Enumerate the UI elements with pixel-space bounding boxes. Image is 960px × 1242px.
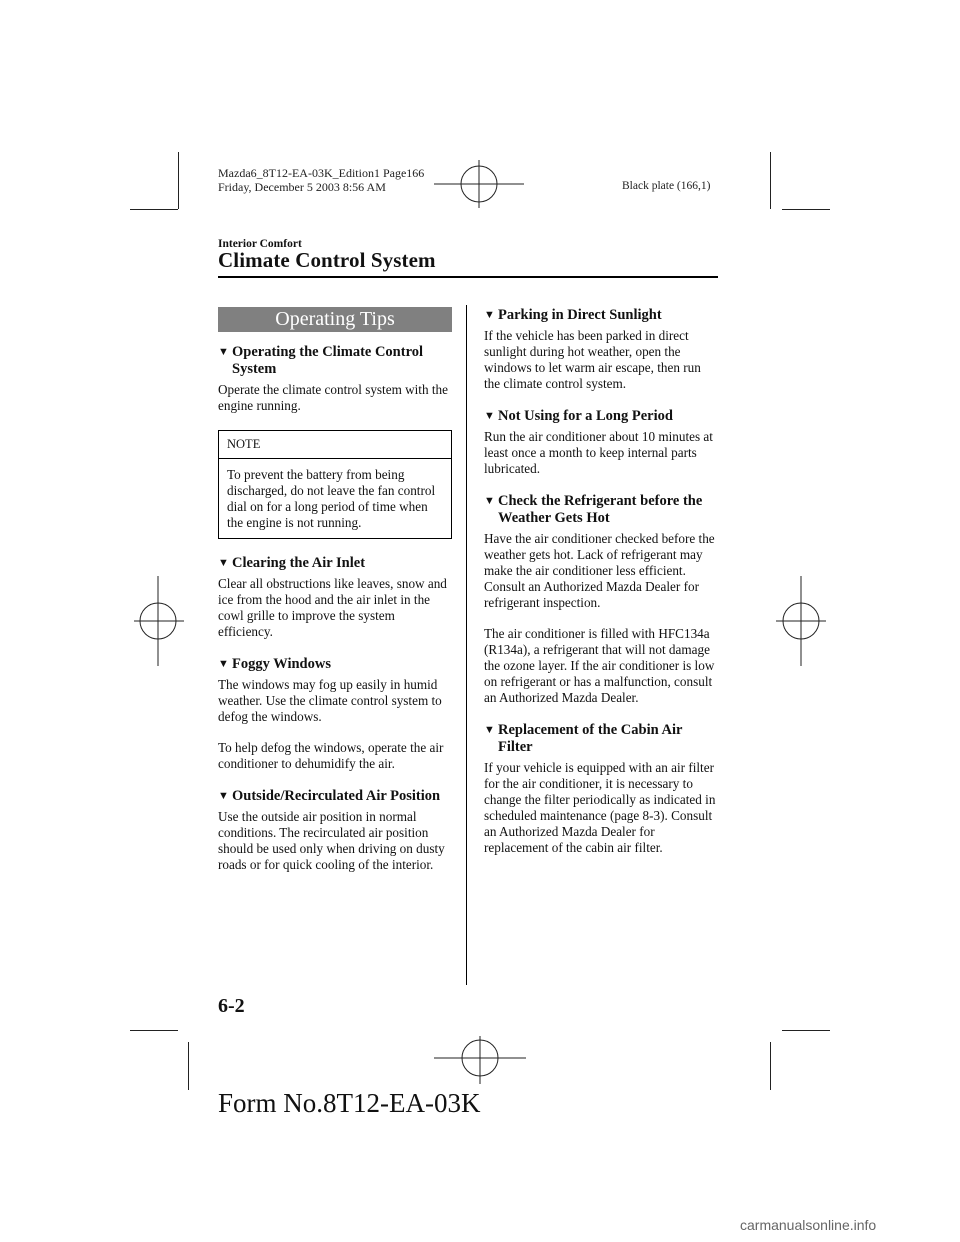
triangle-down-icon: ▼ [218,790,229,802]
content-block [484,408,718,477]
paragraph: Have the air conditioner checked before the weather gets hot. Lack of refrigerant may make the air conditioner less efficient. Consult an Authorized Mazda Dealer for refrigerant inspection. [484,531,715,610]
triangle-down-icon: ▼ [484,724,495,736]
triangle-down-icon: ▼ [484,410,495,422]
triangle-down-icon: ▼ [484,495,495,507]
note-text: To prevent the battery from being discharged, do not leave the fan control dial on for a long period of time when the engine is not running. [227,467,436,530]
triangle-down-icon: ▼ [218,346,229,358]
content-block [218,656,452,772]
crop-mark [130,209,178,210]
subheading: ▼ Not Using for a Long Period [484,408,673,424]
subheading: ▼ Check the Refrigerant before the Weather Gets Hot [484,493,703,526]
crop-mark [178,152,179,209]
content-block [218,788,452,873]
print-line: Mazda6_8T12-EA-03K_Edition1 Page166 [218,166,425,180]
registration-target-icon [776,576,826,666]
crop-mark [770,152,771,209]
paragraph: The air conditioner is filled with HFC134a (R134a), a refrigerant that will not damage the ozone layer. If the air conditioner is low on refrigerant or has a malfunction, consult an Authorized Mazda Dealer. [484,626,715,705]
header-rule [218,276,718,278]
print-metadata [218,166,424,194]
paragraph: If the vehicle has been parked in direct sunlight during hot weather, open the windows to let warm air escape, then run the climate control system. [484,328,701,391]
triangle-down-icon: ▼ [218,658,229,670]
crop-mark [782,1030,830,1031]
paragraph: Use the outside air position in normal conditions. The recirculated air position should be used only when driving on dusty roads or for quick cooling of the interior. [218,809,445,872]
registration-target-icon [134,576,184,666]
section-label: Interior Comfort [218,238,302,250]
website-watermark: carmanualsonline.info [740,1217,877,1233]
subheading: ▼ Parking in Direct Sunlight [484,307,662,323]
section-banner: Operating Tips [218,307,452,332]
subheading: ▼ Clearing the Air Inlet [218,555,366,571]
triangle-down-icon: ▼ [484,309,495,321]
left-column [218,307,452,889]
crop-mark [188,1042,189,1090]
content-block [218,555,452,640]
crop-mark [130,1030,178,1031]
content-block [484,493,718,706]
right-column [484,307,718,872]
registration-target-icon [434,160,524,208]
paragraph: Clear all obstructions like leaves, snow and ice from the hood and the air inlet in the cowl grille to improve the system efficiency. [218,576,447,639]
paragraph: Run the air conditioner about 10 minutes at least once a month to keep internal parts lubricated. [484,429,713,476]
subheading: ▼ Replacement of the Cabin Air Filter [484,722,683,755]
paragraph: If your vehicle is equipped with an air filter for the air conditioner, it is necessary to change the filter periodically as indicated in scheduled maintenance (page 8-3). Consult an Authorized Mazda Dealer for replacement of the cabin air filter. [484,760,716,855]
content-block [218,344,452,414]
note-title: NOTE [219,431,451,459]
content-block [484,722,718,856]
form-number: Form No.8T12-EA-03K [218,1088,481,1118]
paragraph: To help defog the windows, operate the air conditioner to dehumidify the air. [218,740,444,771]
print-line: Friday, December 5 2003 8:56 AM [218,180,386,194]
column-divider [466,305,467,985]
subheading: ▼ Operating the Climate Control System [218,344,424,377]
triangle-down-icon: ▼ [218,557,229,569]
subheading: ▼ Outside/Recirculated Air Position [218,788,441,804]
content-block [484,307,718,392]
page-title: Climate Control System [218,248,436,272]
subheading: ▼ Foggy Windows [218,656,331,672]
page-number: 6-2 [218,995,245,1017]
paragraph: The windows may fog up easily in humid weather. Use the climate control system to defog the windows. [218,677,442,724]
black-plate: Black plate (166,1) [622,180,711,192]
paragraph: Operate the climate control system with the engine running. [218,382,448,413]
crop-mark [770,1042,771,1090]
registration-target-icon [434,1036,526,1084]
crop-mark [782,209,830,210]
note-box [218,430,452,539]
